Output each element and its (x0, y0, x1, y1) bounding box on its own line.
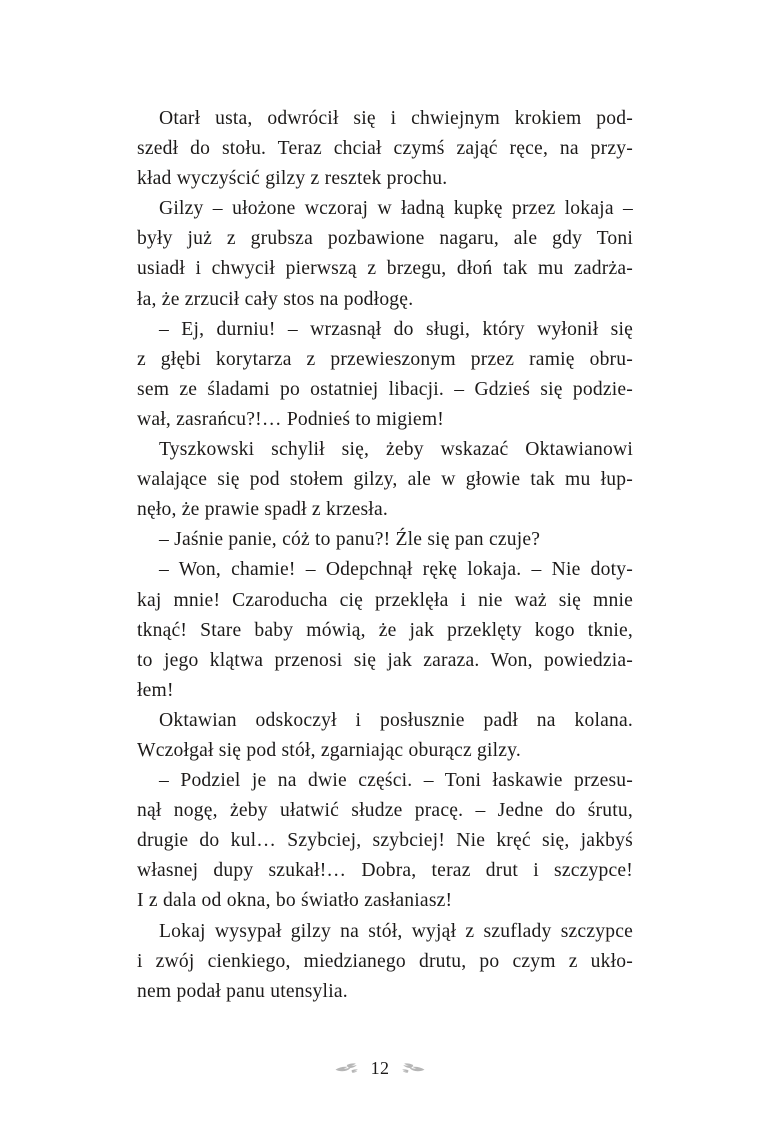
text-line: I z dala od okna, bo światło zasłaniasz! (137, 890, 453, 912)
text-line: własnej dupy szukał!… Dobra, teraz drut i szczypce! (137, 860, 633, 882)
text-line: Tyszkowski schylił się, żeby wskazać Oktawianowi (159, 439, 633, 461)
leaf-flourish-icon (334, 1060, 360, 1076)
paragraph (137, 917, 633, 1007)
paragraph (137, 555, 633, 705)
text-line: kaj mnie! Czaroducha cię przeklęła i nie waż się mnie (137, 589, 633, 611)
text-line: nęło, że prawie spadł z krzesła. (137, 499, 388, 521)
text-line: Gilzy – ułożone wczoraj w ładną kupkę przez lokaja – (159, 198, 633, 220)
text-line: tknąć! Stare baby mówią, że jak przeklęty kogo tknie, (137, 619, 633, 641)
paragraph (137, 435, 633, 525)
paragraph (137, 706, 633, 766)
text-line: z głębi korytarza z przewieszonym przez ramię obru- (137, 348, 633, 370)
text-line: Oktawian odskoczył i posłusznie padł na kolana. (159, 709, 633, 731)
text-line: – Podziel je na dwie części. – Toni łaskawie przesu- (159, 770, 633, 792)
paragraph (137, 315, 633, 435)
text-line: Wczołgał się pod stół, zgarniając oburącz gilzy. (137, 739, 521, 761)
text-line: walające się pod stołem gilzy, ale w głowie tak mu łup- (137, 469, 633, 491)
text-line: ła, że zrzucił cały stos na podłogę. (137, 288, 414, 310)
page-number: 12 (370, 1058, 390, 1078)
text-line: nem podał panu utensylia. (137, 980, 348, 1002)
text-line: Otarł usta, odwrócił się i chwiejnym krokiem pod- (159, 108, 633, 129)
text-line: i zwój cienkiego, miedzianego drutu, po czym z ukło- (137, 950, 633, 972)
text-line: usiadł i chwycił pierwszą z brzegu, dłoń tak mu zadrża- (137, 258, 633, 280)
paragraph (137, 104, 633, 194)
text-line: to jego klątwa przenosi się jak zaraza. Won, powiedzia- (137, 649, 633, 671)
text-line: łem! (137, 679, 174, 701)
text-line: kład wyczyścić gilzy z resztek prochu. (137, 168, 448, 190)
text-line: – Ej, durniu! – wrzasnął do sługi, który wyłonił się (159, 318, 633, 340)
paragraph (137, 525, 633, 555)
paragraph (137, 766, 633, 916)
text-line: sem ze śladami po ostatniej libacji. – Gdzieś się podzie- (137, 378, 633, 400)
text-line: wał, zasrańcu?!… Podnieś to migiem! (137, 408, 444, 430)
text-line: były już z grubsza pozbawione nagaru, ale gdy Toni (137, 228, 633, 250)
page-footer-folio (0, 1051, 760, 1085)
text-line: szedł do stołu. Teraz chciał czymś zająć ręce, na przy- (137, 138, 633, 160)
text-line: drugie do kul… Szybciej, szybciej! Nie kręć się, jakbyś (137, 830, 633, 852)
text-line: – Jaśnie panie, cóż to panu?! Źle się pan czuje? (159, 529, 541, 551)
text-line: Lokaj wysypał gilzy na stół, wyjął z szuflady szczypce (159, 920, 633, 942)
text-line: – Won, chamie! – Odepchnął rękę lokaja. – Nie doty- (159, 559, 633, 581)
leaf-flourish-icon (400, 1060, 426, 1076)
body-text (137, 104, 633, 1007)
paragraph (137, 194, 633, 314)
text-line: nął nogę, żeby ułatwić słudze pracę. – Jedne do śrutu, (137, 800, 633, 822)
